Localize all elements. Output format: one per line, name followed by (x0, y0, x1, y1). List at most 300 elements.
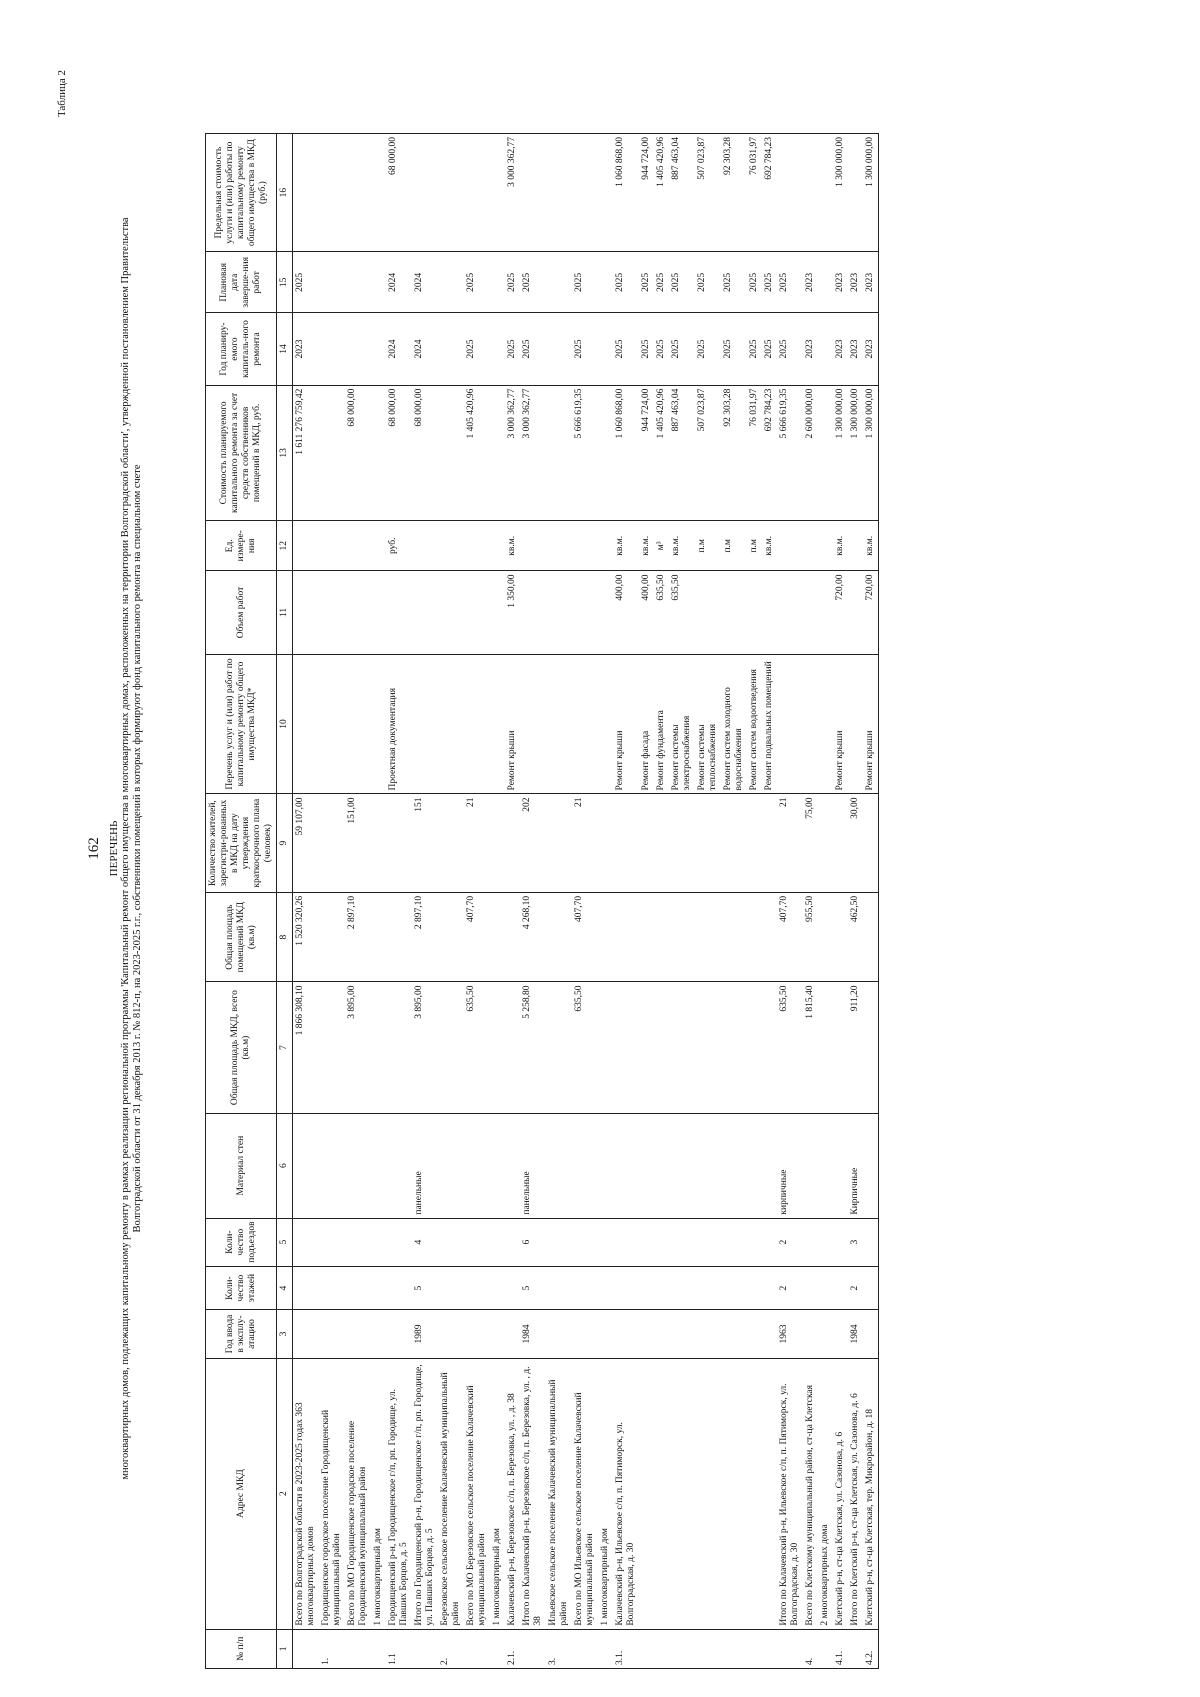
table-cell (572, 1310, 598, 1358)
column-number: 15 (277, 252, 293, 313)
column-header: Год планиру-емого капиталь-ного ремонта (206, 313, 277, 385)
table-cell (598, 982, 613, 1113)
table-cell (654, 982, 669, 1113)
table-cell (598, 892, 613, 982)
table-cell (371, 571, 386, 654)
column-number: 13 (277, 385, 293, 521)
table-cell: 1 060 868,00 (613, 385, 639, 521)
table-cell: 5 666 619,35 (572, 385, 598, 521)
table-cell (371, 1629, 386, 1668)
table-cell (598, 252, 613, 313)
table-cell: 2025 (669, 252, 695, 313)
table-cell (371, 982, 386, 1113)
table-cell: кв.м. (505, 521, 520, 571)
table-cell: Всего по МО Березовское сельское поселение Калачевский муниципальный район (464, 1358, 490, 1629)
table-cell: 400,00 (613, 571, 639, 654)
column-header: Общая площадь МКД, всего (кв.м) (206, 982, 277, 1113)
table-cell (777, 521, 803, 571)
table-cell: 2025 (762, 313, 777, 385)
table-cell (695, 794, 721, 892)
table-cell (669, 1266, 695, 1310)
table-cell (464, 521, 490, 571)
table-cell: 400,00 (639, 571, 654, 654)
table-cell (412, 654, 438, 794)
table-cell: 2025 (654, 252, 669, 313)
table-cell (639, 1358, 654, 1629)
table-cell (505, 1113, 520, 1218)
table-cell (848, 521, 863, 571)
column-number: 11 (277, 571, 293, 654)
table-cell (654, 1358, 669, 1629)
table-cell: 4.2. (863, 1629, 879, 1668)
table-cell: 944 724,00 (639, 134, 654, 252)
table-cell (721, 1218, 747, 1266)
table-cell (818, 134, 833, 252)
table-cell (669, 1358, 695, 1629)
table-cell (546, 982, 572, 1113)
table-row (546, 134, 572, 1669)
table-cell: 2025 (777, 252, 803, 313)
table-cell: 2025 (777, 313, 803, 385)
table-cell: 1 300 000,00 (833, 385, 848, 521)
table-cell (598, 1629, 613, 1668)
table-cell (546, 313, 572, 385)
table-cell (345, 1629, 371, 1668)
table-cell (818, 385, 833, 521)
table-cell (546, 134, 572, 252)
table-cell: 2 многоквартирных дома (818, 1358, 833, 1629)
table-cell: 2.1. (505, 1629, 520, 1668)
table-cell (598, 1310, 613, 1358)
column-header: Перечень услуг и (или) работ по капитальному ремонту общего имущества МКД* (206, 654, 277, 794)
table-cell: 68 000,00 (412, 385, 438, 521)
table-cell: кв.м. (613, 521, 639, 571)
table-cell: кв.м. (639, 521, 654, 571)
table-cell (803, 134, 818, 252)
table-cell (598, 1266, 613, 1310)
table-cell: 2025 (572, 313, 598, 385)
table-cell (412, 571, 438, 654)
table-cell: 1 815,40 (803, 982, 818, 1113)
table-cell (520, 1629, 546, 1668)
table-cell (490, 571, 505, 654)
table-cell (639, 1266, 654, 1310)
table-cell (546, 1218, 572, 1266)
table-cell (818, 1113, 833, 1218)
table-cell: 2023 (863, 252, 879, 313)
column-header: Материал стен (206, 1113, 277, 1218)
table-cell (386, 1266, 412, 1310)
table-cell: 2025 (695, 313, 721, 385)
table-cell (833, 892, 848, 982)
table-cell: 635,50 (572, 982, 598, 1113)
column-header: Стоимость планируемого капитального ремонта за счет средств собственников помещений в МКД, руб. (206, 385, 277, 521)
table-cell (345, 313, 371, 385)
table-row (848, 134, 863, 1669)
table-cell (818, 982, 833, 1113)
table-cell: 2 600 000,00 (803, 385, 818, 521)
table-cell: 2025 (747, 313, 762, 385)
table-cell (546, 1266, 572, 1310)
table-cell (572, 1113, 598, 1218)
table-cell (777, 571, 803, 654)
table-cell (639, 794, 654, 892)
table-cell (319, 521, 345, 571)
table-cell (818, 571, 833, 654)
repair-table (205, 133, 879, 1669)
header-row (206, 134, 277, 1669)
table-cell: Ремонт фундамента (654, 654, 669, 794)
table-row (371, 134, 386, 1669)
table-cell: 5 666 619,35 (777, 385, 803, 521)
table-cell (598, 313, 613, 385)
table-cell: Ремонт систем водоотведения (747, 654, 762, 794)
table-cell (464, 1310, 490, 1358)
table-cell: Проектная документация (386, 654, 412, 794)
table-cell (613, 1310, 639, 1358)
table-cell (848, 571, 863, 654)
table-cell (695, 571, 721, 654)
table-cell (319, 794, 345, 892)
table-cell: Калачевский р-н, Березовское с/п, п. Березовка, ул. , д. 38 (505, 1358, 520, 1629)
table-cell (464, 1266, 490, 1310)
table-cell (412, 521, 438, 571)
table-cell: 720,00 (863, 571, 879, 654)
table-cell (371, 385, 386, 521)
table-cell: 76 031,97 (747, 134, 762, 252)
table-cell: 1 300 000,00 (848, 385, 863, 521)
table-cell: 2025 (520, 313, 546, 385)
table-cell: панельные (412, 1113, 438, 1218)
table-cell: 68 000,00 (386, 385, 412, 521)
table-cell (747, 571, 762, 654)
table-cell (639, 1629, 654, 1668)
table-cell: 68 000,00 (386, 134, 412, 252)
table-row (863, 134, 879, 1669)
column-header: Объем работ (206, 571, 277, 654)
table-cell (572, 1266, 598, 1310)
table-cell (490, 385, 505, 521)
table-cell (803, 521, 818, 571)
table-cell (669, 892, 695, 982)
table-cell: 720,00 (833, 571, 848, 654)
table-cell (762, 1266, 777, 1310)
table-cell (505, 794, 520, 892)
table-cell: 1989 (412, 1310, 438, 1358)
table-cell (505, 1310, 520, 1358)
table-cell (490, 313, 505, 385)
table-cell: 2024 (386, 313, 412, 385)
table-cell: кирпичные (777, 1113, 803, 1218)
table-cell (319, 1266, 345, 1310)
table-cell (319, 134, 345, 252)
column-number: 6 (277, 1113, 293, 1218)
table-cell: 2 897,10 (412, 892, 438, 982)
column-number: 8 (277, 892, 293, 982)
table-cell: 92 303,28 (721, 134, 747, 252)
table-cell (695, 982, 721, 1113)
table-cell (833, 794, 848, 892)
table-row (639, 134, 654, 1669)
table-cell (848, 134, 863, 252)
table-cell (833, 1218, 848, 1266)
table-cell (438, 134, 464, 252)
table-cell: 202 (520, 794, 546, 892)
table-cell: Ремонт систем холодного водоснабжения (721, 654, 747, 794)
table-cell (762, 794, 777, 892)
table-row (818, 134, 833, 1669)
table-cell (777, 1629, 803, 1668)
table-cell (818, 252, 833, 313)
table-cell (762, 892, 777, 982)
table-cell: Всего по Волгоградской области в 2023-2025 годах 363 многоквартирных домов (293, 1358, 320, 1629)
table-cell (695, 1358, 721, 1629)
table-body (293, 134, 879, 1669)
table-cell: 4.1. (833, 1629, 848, 1668)
table-cell (490, 1310, 505, 1358)
table-cell (505, 982, 520, 1113)
table-cell (803, 1310, 818, 1358)
table-cell: 1 многоквартирный дом (598, 1358, 613, 1629)
table-cell (438, 1218, 464, 1266)
table-cell (546, 521, 572, 571)
table-cell (345, 521, 371, 571)
table-cell: Клетский р-н, ст-ца Клетская, тер. Микрорайон, д. 18 (863, 1358, 879, 1629)
table-cell (613, 892, 639, 982)
table-label: Таблица 2 (56, 70, 68, 118)
table-cell: 2 897,10 (345, 892, 371, 982)
table-cell (438, 571, 464, 654)
table-cell (546, 794, 572, 892)
table-cell (762, 571, 777, 654)
table-cell: 151,00 (345, 794, 371, 892)
table-cell (803, 1113, 818, 1218)
table-cell: 1 866 308,10 (293, 982, 320, 1113)
table-cell: 1 350,00 (505, 571, 520, 654)
table-cell (613, 1266, 639, 1310)
table-cell: 6 (520, 1218, 546, 1266)
column-number: 4 (277, 1266, 293, 1310)
table-cell (654, 794, 669, 892)
table-cell (721, 1266, 747, 1310)
table-cell (721, 892, 747, 982)
table-cell (520, 571, 546, 654)
table-row (803, 134, 818, 1669)
table-cell (669, 1310, 695, 1358)
column-number: 1 (277, 1629, 293, 1668)
table-cell (669, 1629, 695, 1668)
table-cell (490, 1266, 505, 1310)
table-cell (803, 571, 818, 654)
column-number: 5 (277, 1218, 293, 1266)
table-cell: 2025 (721, 252, 747, 313)
table-cell (371, 1218, 386, 1266)
table-cell: Ремонт крыши (863, 654, 879, 794)
table-cell: 2025 (464, 252, 490, 313)
table-cell (520, 134, 546, 252)
table-cell (639, 982, 654, 1113)
table-cell: 2025 (464, 313, 490, 385)
table-cell (613, 982, 639, 1113)
table-cell: 2024 (412, 313, 438, 385)
table-cell (747, 1358, 762, 1629)
table-cell (818, 794, 833, 892)
table-cell: 1 611 276 759,42 (293, 385, 320, 521)
table-cell: 1984 (848, 1310, 863, 1358)
table-cell: 692 784,23 (762, 134, 777, 252)
table-cell: 2025 (520, 252, 546, 313)
table-cell: 2024 (412, 252, 438, 313)
table-cell: 21 (464, 794, 490, 892)
column-header: Количество жителей, зарегистри-рованных в МКД на дату утверждения краткосрочного плана (человек) (206, 794, 277, 892)
table-cell: 21 (777, 794, 803, 892)
table-cell (319, 892, 345, 982)
table-row (490, 134, 505, 1669)
table-cell: 4 268,10 (520, 892, 546, 982)
table-cell (572, 571, 598, 654)
table-cell (669, 1113, 695, 1218)
table-cell: 76 031,97 (747, 385, 762, 521)
table-cell (598, 1113, 613, 1218)
table-cell (863, 1113, 879, 1218)
table-row (721, 134, 747, 1669)
table-cell: 3.1. (613, 1629, 639, 1668)
table-cell (818, 892, 833, 982)
table-cell: 1 многоквартирный дом (490, 1358, 505, 1629)
table-cell (695, 1629, 721, 1668)
table-cell (319, 982, 345, 1113)
table-cell (520, 654, 546, 794)
table-cell (546, 654, 572, 794)
table-cell: 407,70 (777, 892, 803, 982)
table-cell (639, 1310, 654, 1358)
table-row (505, 134, 520, 1669)
table-cell (747, 1218, 762, 1266)
table-cell: Клетский р-н, ст-ца Клетская, ул. Сазонова, д. 6 (833, 1358, 848, 1629)
table-cell: 2023 (848, 313, 863, 385)
table-cell (520, 521, 546, 571)
table-cell: Ильевское сельское поселение Калачевский муниципальный район (546, 1358, 572, 1629)
table-cell: 59 107,00 (293, 794, 320, 892)
table-cell: 2025 (613, 313, 639, 385)
column-number-row (277, 134, 293, 1669)
table-cell (386, 1218, 412, 1266)
table-cell: Ремонт подвальных помещений (762, 654, 777, 794)
table-cell (345, 134, 371, 252)
table-cell: 635,50 (669, 571, 695, 654)
table-cell (546, 571, 572, 654)
table-row (464, 134, 490, 1669)
column-header: Адрес МКД (206, 1358, 277, 1629)
table-cell (747, 892, 762, 982)
table-cell (293, 654, 320, 794)
table-cell (371, 892, 386, 982)
table-cell (613, 794, 639, 892)
column-number: 2 (277, 1358, 293, 1629)
table-cell (438, 313, 464, 385)
column-number: 3 (277, 1310, 293, 1358)
table-cell (438, 521, 464, 571)
table-cell: Итого по Калачевский р-н, Ильевское с/п, п. Пятиморск, ул. Волгоградская, д. 30 (777, 1358, 803, 1629)
table-cell (319, 313, 345, 385)
table-cell (721, 982, 747, 1113)
table-cell: 21 (572, 794, 598, 892)
table-cell (639, 1113, 654, 1218)
table-cell: 2 (848, 1266, 863, 1310)
table-cell (863, 1218, 879, 1266)
column-number: 12 (277, 521, 293, 571)
table-cell: Всего по МО Ильевское сельское поселение Калачевский муниципальный район (572, 1358, 598, 1629)
table-cell: 635,50 (464, 982, 490, 1113)
table-cell: 151 (412, 794, 438, 892)
table-cell: 911,20 (848, 982, 863, 1113)
table-cell: 68 000,00 (345, 385, 371, 521)
table-cell: 4. (803, 1629, 818, 1668)
table-cell (505, 892, 520, 982)
table-cell (490, 794, 505, 892)
table-cell: 2025 (505, 313, 520, 385)
table-cell: 887 463,04 (669, 385, 695, 521)
table-cell: 1963 (777, 1310, 803, 1358)
table-cell (319, 385, 345, 521)
table-cell: 1 многоквартирный дом (371, 1358, 386, 1629)
table-cell (654, 1310, 669, 1358)
table-cell: Городищенское городское поселение Городищенский муниципальный район (319, 1358, 345, 1629)
table-cell: 3 000 362,77 (520, 385, 546, 521)
table-cell: 5 (412, 1266, 438, 1310)
table-cell (598, 1218, 613, 1266)
table-cell (371, 134, 386, 252)
table-cell: Итого по Клетский р-н, ст-ца Клетская, ул. Сазонова, д. 6 (848, 1358, 863, 1629)
table-cell (319, 1113, 345, 1218)
table-cell (464, 654, 490, 794)
table-cell: 2025 (654, 313, 669, 385)
table-cell: кв.м. (863, 521, 879, 571)
table-cell: 2024 (386, 252, 412, 313)
table-cell: 1 300 000,00 (863, 385, 879, 521)
table-cell: 407,70 (572, 892, 598, 982)
table-cell: 1984 (520, 1310, 546, 1358)
page-number: 162 (86, 837, 102, 860)
table-cell (319, 571, 345, 654)
table-cell (833, 982, 848, 1113)
table-cell: 2023 (848, 252, 863, 313)
table-cell (293, 571, 320, 654)
table-cell (747, 982, 762, 1113)
table-cell (654, 1629, 669, 1668)
table-cell: 5 (520, 1266, 546, 1310)
table-cell (818, 1629, 833, 1668)
table-cell (762, 1358, 777, 1629)
table-cell (490, 134, 505, 252)
table-cell (345, 654, 371, 794)
table-cell (863, 794, 879, 892)
table-cell: Ремонт системы теплоснабжения (695, 654, 721, 794)
heading-line-1: многоквартирных домов, подлежащих капитальному ремонту в рамках реализации региональной программы 'Капитальный ремонт общего имущества в многоквартирных домах, расположенных на территории Волгоградской области', утвержденной постановлением Правительства (120, 217, 131, 1480)
column-number: 7 (277, 982, 293, 1113)
table-cell: Итого по Калачевский р-н, Березовское с/п, п. Березовка, ул. , д. 38 (520, 1358, 546, 1629)
table-cell: Кирпичные (848, 1113, 863, 1218)
table-cell: 2025 (669, 313, 695, 385)
table-row (386, 134, 412, 1669)
table-cell (572, 1218, 598, 1266)
table-row (572, 134, 598, 1669)
table-cell: кв.м. (669, 521, 695, 571)
table-row (747, 134, 762, 1669)
table-cell: Ремонт крыши (505, 654, 520, 794)
table-cell (669, 794, 695, 892)
table-cell: 1 405 420,96 (464, 385, 490, 521)
